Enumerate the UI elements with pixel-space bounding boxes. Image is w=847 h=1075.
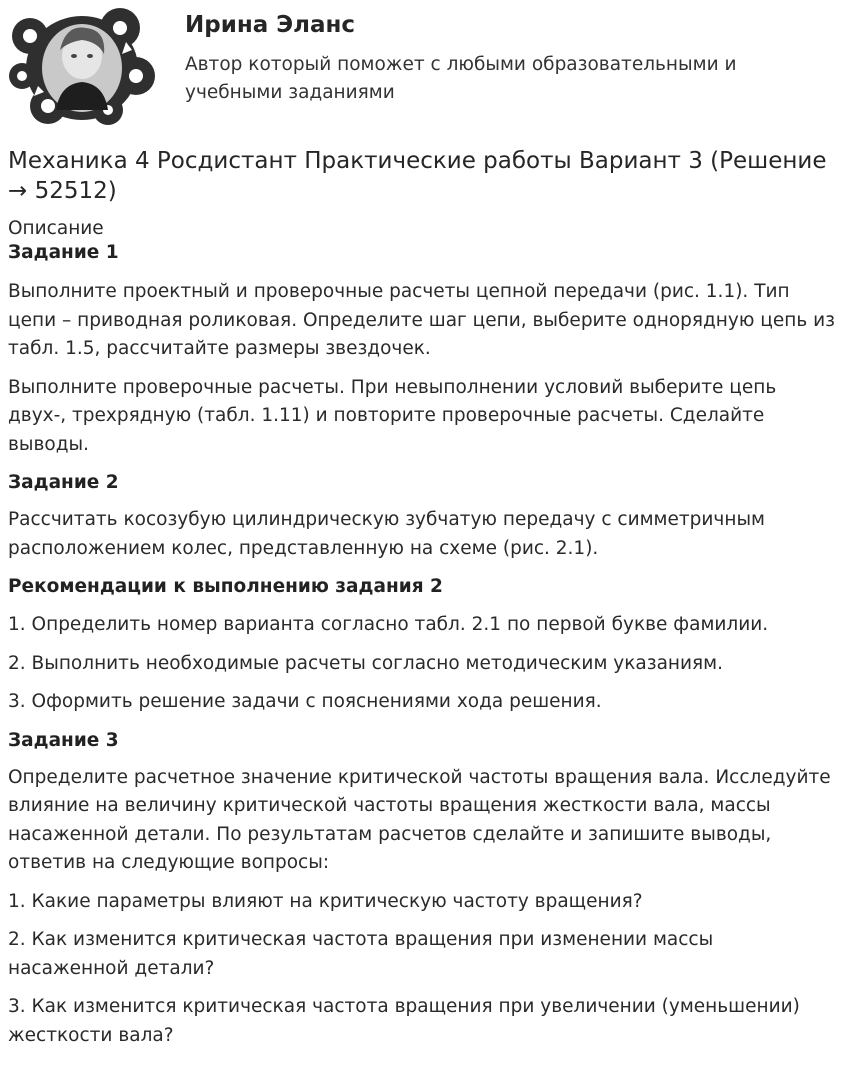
task2-heading: Задание 2 xyxy=(8,472,119,493)
work-content xyxy=(8,146,836,1050)
task2-recommendations-heading: Рекомендации к выполнению задания 2 xyxy=(8,576,443,597)
task1-paragraph-2: Выполните проверочные расчеты. При невыполнении условий выберите цепь двух-, трехрядную (табл. 1.11) и повторите проверочные расчеты. Сделайте выводы. xyxy=(8,376,777,455)
question-item: 2. Как изменится критическая частота вращения при изменении массы насаженной детали? xyxy=(8,929,714,979)
author-name[interactable]: Ирина Эланс xyxy=(185,12,356,38)
question-item: 1. Какие параметры влияют на критическую частоту вращения? xyxy=(8,890,643,912)
task2-paragraph: Рассчитать косозубую цилиндрическую зубчатую передачу с симметричным расположением колес, представленную на схеме (рис. 2.1). xyxy=(8,509,766,559)
question-item: 3. Как изменится критическая частота вращения при увеличении (уменьшении) жесткости вала? xyxy=(8,996,800,1046)
work-title: Механика 4 Росдистант Практические работы Вариант 3 (Решение → 52512) xyxy=(8,148,827,204)
recommendation-item: 1. Определить номер варианта согласно табл. 2.1 по первой букве фамилии. xyxy=(8,614,769,635)
author-bio: Автор который поможет с любыми образовательными и учебными заданиями xyxy=(185,54,737,103)
description-label: Описание xyxy=(8,218,104,239)
author-avatar[interactable] xyxy=(8,6,156,128)
recommendation-item: 3. Оформить решение задачи с пояснениями хода решения. xyxy=(8,691,602,712)
task1-paragraph-1: Выполните проектный и проверочные расчеты цепной передачи (рис. 1.1). Тип цепи – приводная роликовая. Определите шаг цепи, выберите однорядную цепь из табл. 1.5, рассчитайте размеры звездочек. xyxy=(8,281,836,359)
author-header xyxy=(8,6,838,130)
task1-heading: Задание 1 xyxy=(8,242,119,263)
task3-heading: Задание 3 xyxy=(8,729,119,751)
recommendation-item: 2. Выполнить необходимые расчеты согласно методическим указаниям. xyxy=(8,652,724,674)
task3-paragraph: Определите расчетное значение критической частоты вращения вала. Исследуйте влияние на величину критической частоты вращения жесткости вала, массы насаженной детали. По результатам расчетов сделайте и запишите выводы, ответив на следующие вопросы: xyxy=(8,766,831,873)
